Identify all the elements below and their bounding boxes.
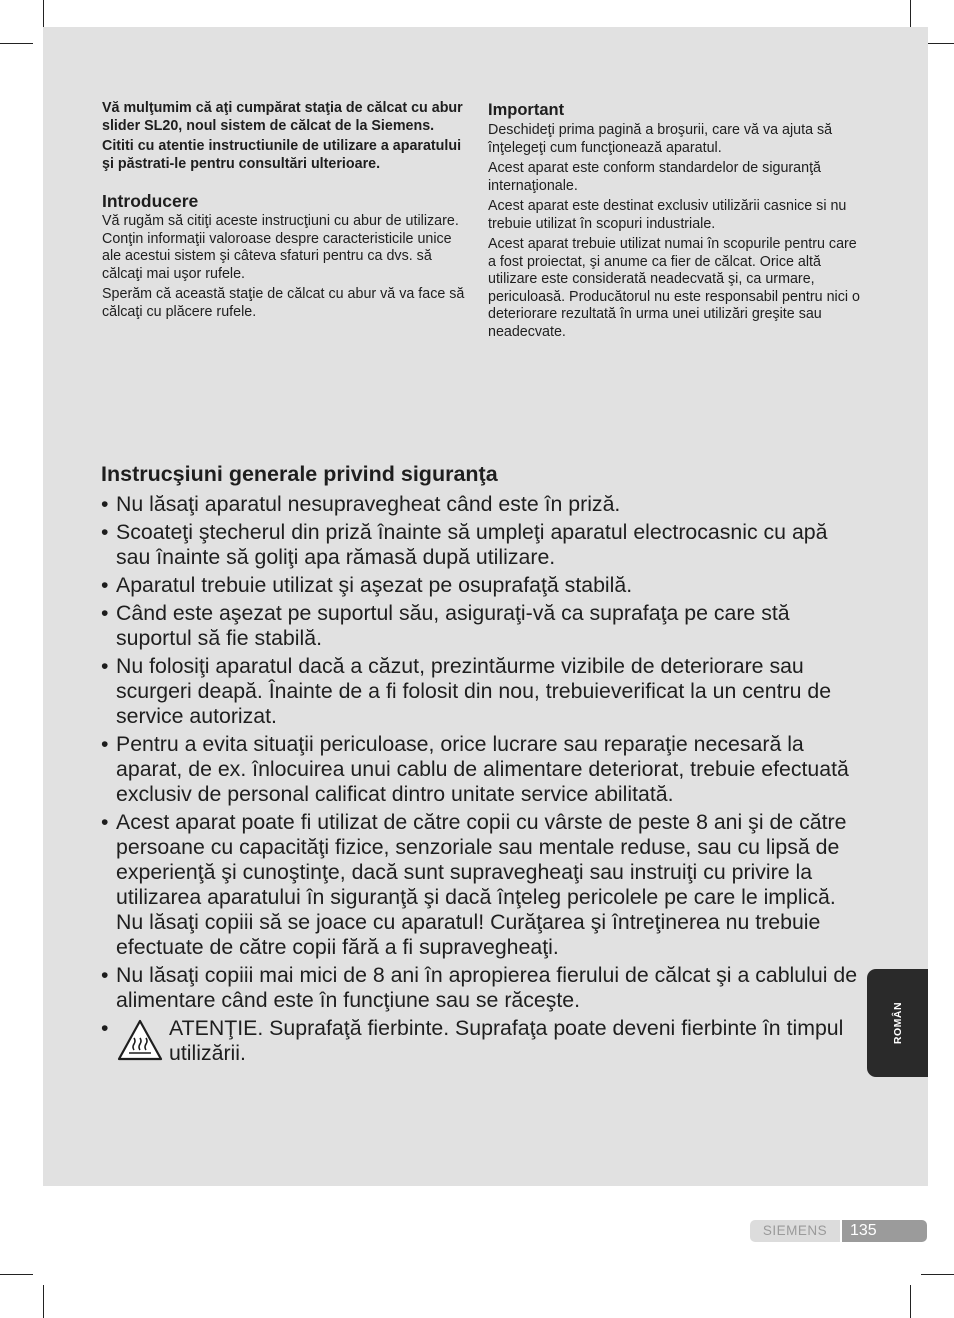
crop-mark xyxy=(43,1285,44,1318)
list-item: • Pentru a evita situaţii periculoase, orice lucrare sau reparaţie necesară la aparat, de ex. înlocuirea unui cablu de alimentare deteriorat, trebuie efectuată exclusiv de personal calificat dintro unitate service abilitată. xyxy=(101,732,861,807)
intro-heading: Introducere xyxy=(102,191,199,211)
important-column xyxy=(488,100,860,344)
safety-list xyxy=(101,492,861,1066)
intro-column xyxy=(102,100,468,324)
intro-paragraph: Sperăm că această staţie de călcat cu abur vă va face să călcaţi cu plăcere rufele. xyxy=(102,286,465,320)
list-item: • Nu lăsaţi copiii mai mici de 8 ani în apropierea fierului de călcat şi a cablului de alimentare când este în funcţiune sau se răceşte. xyxy=(101,963,861,1013)
important-paragraph: Acest aparat este conform standardelor de siguranţă internaţionale. xyxy=(488,160,821,194)
crop-mark xyxy=(0,43,33,44)
list-item: • Nu folosiţi aparatul dacă a căzut, prezintăurme vizibile de deteriorare sau scurgeri deapă. Înainte de a fi folosit din nou, trebuieverificat la un centru de service autorizat. xyxy=(101,654,861,729)
warning-text: ATENŢIE. Suprafaţă fierbinte. Suprafaţa poate deveni fierbinte în timpul utilizării. xyxy=(169,1016,844,1065)
language-tab xyxy=(867,969,928,1077)
list-item-warning xyxy=(101,1016,861,1066)
hot-surface-warning-icon xyxy=(116,1018,164,1062)
intro-paragraph: Vă rugăm să citiţi aceste instrucţiuni cu abur de utilizare. Conţin informaţii valoroase despre caracteristicile unice ale acestui sistem şi câteva sfaturi pentru ca dvs. să călcaţi mai uşor rufele. xyxy=(102,213,459,282)
important-heading: Important xyxy=(488,101,565,119)
page-number: 135 xyxy=(842,1220,927,1242)
crop-mark xyxy=(910,1285,911,1318)
intro-read-instructions: Cititi cu atentie instructiunile de utilizare a aparatului şi păstrati-le pentru consultări ulterioare. xyxy=(102,138,462,172)
list-item: • Aparatul trebuie utilizat şi aşezat pe osuprafaţă stabilă. xyxy=(101,573,861,598)
important-paragraph: Acest aparat trebuie utilizat numai în scopurile pentru care a fost proiectat, şi anume ca fier de călcat. Orice altă utilizare este considerată neadecvată şi, ca urmare, periculoasă. Producătorul nu este responsabil pentru nici o deteriorare rezultată în urma unei utilizări greşite sau neadecvate. xyxy=(488,236,860,340)
safety-section xyxy=(101,460,861,1069)
list-item: • Nu lăsaţi aparatul nesupravegheat când este în priză. xyxy=(101,492,861,517)
language-tab-label: ROMÂN xyxy=(891,1001,904,1045)
list-item: • Când este aşezat pe suportul său, asiguraţi-vă ca suprafaţa pe care stă suportul să fie stabilă. xyxy=(101,601,861,651)
brand-label: SIEMENS xyxy=(750,1220,840,1242)
important-paragraph: Acest aparat este destinat exclusiv utilizării casnice si nu trebuie utilizat în scopuri industriale. xyxy=(488,198,847,232)
list-item: • Scoateţi ştecherul din priză înainte să umpleţi aparatul electrocasnic cu apă sau înainte să goliţi apa rămasă după utilizare. xyxy=(101,520,861,570)
important-paragraph: Deschideţi prima pagină a broşurii, care vă va ajuta să înţelegeţi cum funcţionează aparatul. xyxy=(488,122,833,156)
crop-mark xyxy=(921,1274,954,1275)
intro-thanks: Vă mulţumim că aţi cumpărat staţia de călcat cu abur slider SL20, noul sistem de călcat de la Siemens. xyxy=(102,100,463,134)
crop-mark xyxy=(0,1274,33,1275)
list-item: • Acest aparat poate fi utilizat de către copii cu vârste de peste 8 ani şi de către persoane cu capacităţi fizice, senzoriale sau mentale reduse, sau cu lipsă de experienţă şi cunoştinţe, dacă sunt supravegheaţi sau instruiţi cu privire la utilizarea aparatului în siguranţă şi dacă înţeleg pericolele pe care le implică. Nu lăsaţi copiii să se joace cu aparatul! Curăţarea şi întreţinerea nu trebuie efectuate de către copii fără a fi supravegheaţi. xyxy=(101,810,861,960)
safety-title: Instrucşiuni generale privind siguranţa xyxy=(101,462,498,486)
